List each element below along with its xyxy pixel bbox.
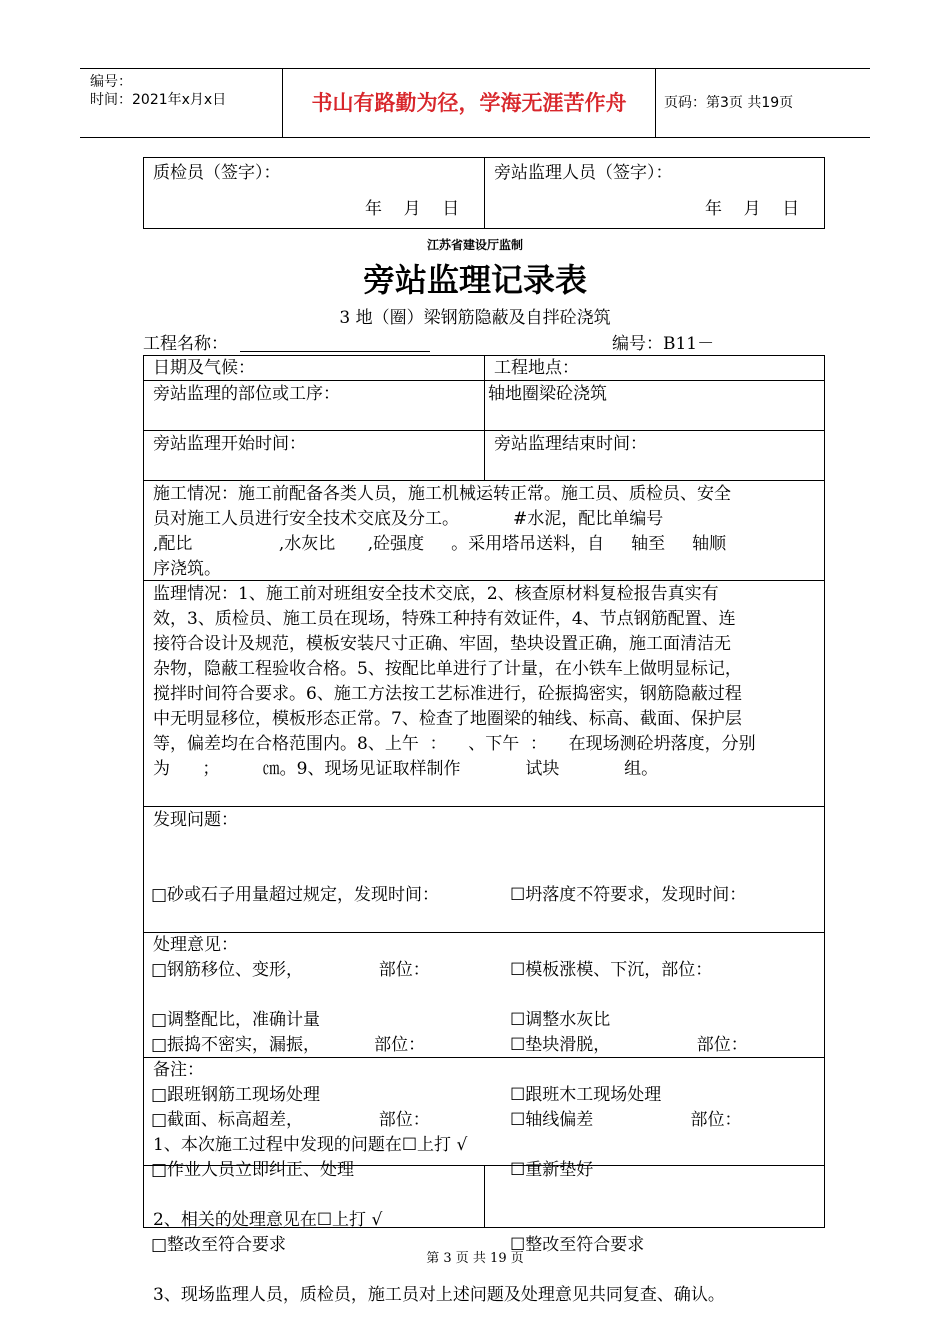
problem-item: ☐坍落度不符要求，发现时间：	[510, 885, 747, 905]
handling-title: 处理意见：	[153, 935, 238, 955]
inspector-signature-date: 年 月 日	[365, 199, 460, 219]
supervision-line-7: 等，偏差均在合格范围内。8、上午 ： 、下午 ： 在现场测砼坍落度，分别	[153, 734, 756, 754]
remarks-list	[153, 1083, 725, 1333]
supervisor-signature-date: 年 月 日	[705, 199, 800, 219]
handling-item: ☐跟班木工现场处理	[510, 1085, 662, 1105]
supervision-line-8: 为 ； ㎝。9、现场见证取样制作 试块 组。	[153, 759, 659, 779]
handling-item: □作业人员立即纠正、处理	[151, 1160, 355, 1180]
handling-item: ☐重新垫好	[510, 1160, 594, 1180]
construction-line-3: ,配比 ,水灰比 ,砼强度 。采用塔吊送料，自 轴至 轴顺	[153, 534, 727, 554]
problem-item: □截面、标高超差， 部位：	[151, 1110, 430, 1130]
remark-item: 2、相关的处理意见在☐上打 √	[153, 1210, 383, 1230]
serial-label: 编号：B11－	[612, 334, 715, 354]
supervision-line-3: 接符合设计及规范，模板安装尺寸正确、牢固，垫块设置正确，施工面清洁无	[153, 634, 731, 654]
supervision-line-6: 中无明显移位，模板形态正常。7、检查了地圈梁的轴线、标高、截面、保护层	[153, 709, 742, 729]
time-label: 时间：2021年x月x日	[90, 92, 227, 108]
location-label: 工程地点：	[494, 358, 579, 378]
remarks-title: 备注：	[153, 1060, 204, 1080]
motto: 书山有路勤为径，学海无涯苦作舟	[282, 69, 656, 137]
remark-item: 1、本次施工过程中发现的问题在☐上打 √	[153, 1135, 468, 1155]
problem-item: □砂或石子用量超过规定，发现时间：	[151, 885, 440, 905]
problem-item: ☐模板涨模、下沉，部位：	[510, 960, 713, 980]
start-time-label: 旁站监理开始时间：	[153, 434, 306, 454]
handling-item: □调整配比，准确计量	[151, 1010, 321, 1030]
construction-line-2: 员对施工人员进行安全技术交底及分工。 #水泥，配比单编号	[153, 509, 664, 529]
problem-item: ☐垫块滑脱， 部位：	[510, 1035, 748, 1055]
number-label: 编号：	[90, 74, 132, 90]
problem-item: □振捣不密实，漏振， 部位：	[151, 1035, 426, 1055]
inspector-signature-label: 质检员（签字）：	[153, 163, 281, 183]
supervision-situation	[153, 582, 821, 782]
end-time-label: 旁站监理结束时间：	[494, 434, 647, 454]
remark-item: 3、现场监理人员，质检员，施工员对上述问题及处理意见共同复查、确认。	[153, 1285, 725, 1305]
page-footer: 第 3 页 共 19 页	[426, 1251, 524, 1266]
form-subtitle: 3 地（圈）梁钢筋隐蔽及自拌砼浇筑	[339, 308, 611, 328]
supervision-line-2: 效，3、质检员、施工员在现场，特殊工种持有效证件，4、节点钢筋配置、连	[153, 609, 736, 629]
construction-line-1: 施工情况：施工前配备各类人员，施工机械运转正常。施工员、质检员、安全	[153, 484, 731, 504]
part-value: 轴地圈梁砼浇筑	[488, 384, 607, 404]
problem-item: □钢筋移位、变形， 部位：	[151, 960, 430, 980]
handling-item: ☐调整水灰比	[510, 1010, 611, 1030]
handling-item: □跟班钢筋工现场处理	[151, 1085, 321, 1105]
problem-item: ☐轴线偏差 部位：	[510, 1110, 742, 1130]
col-divider-top	[484, 355, 485, 480]
supervision-line-4: 杂物，隐蔽工程验收合格。5、按配比单进行了计量，在小铁车上做明显标记，	[153, 659, 742, 679]
date-weather-label: 日期及气候：	[153, 358, 255, 378]
signature-divider	[484, 157, 485, 229]
header-left	[80, 69, 282, 137]
page-header	[80, 68, 870, 138]
problems-title: 发现问题：	[153, 810, 238, 830]
form-title: 旁站监理记录表	[362, 261, 587, 299]
construction-situation	[153, 482, 815, 582]
project-name-label: 工程名称：	[143, 334, 228, 354]
handling-item: □整改至符合要求	[151, 1235, 287, 1255]
supervision-line-1: 监理情况：1、施工前对班组安全技术交底，2、核查原材料复检报告真实有	[153, 584, 719, 604]
issuer: 江苏省建设厅监制	[426, 238, 523, 252]
supervisor-signature-label: 旁站监理人员（签字）：	[494, 163, 673, 183]
project-name-underline	[240, 351, 430, 352]
handling-item: ☐整改至符合要求	[510, 1235, 645, 1255]
construction-line-4: 序浇筑。	[153, 559, 221, 579]
part-label: 旁站监理的部位或工序：	[153, 384, 340, 404]
row-line-5	[143, 806, 825, 807]
row-line-3	[143, 480, 825, 481]
page-label: 页码：第3页 共19页	[664, 95, 794, 111]
supervision-line-5: 搅拌时间符合要求。6、施工方法按工艺标准进行，砼振捣密实，钢筋隐蔽过程	[153, 684, 742, 704]
